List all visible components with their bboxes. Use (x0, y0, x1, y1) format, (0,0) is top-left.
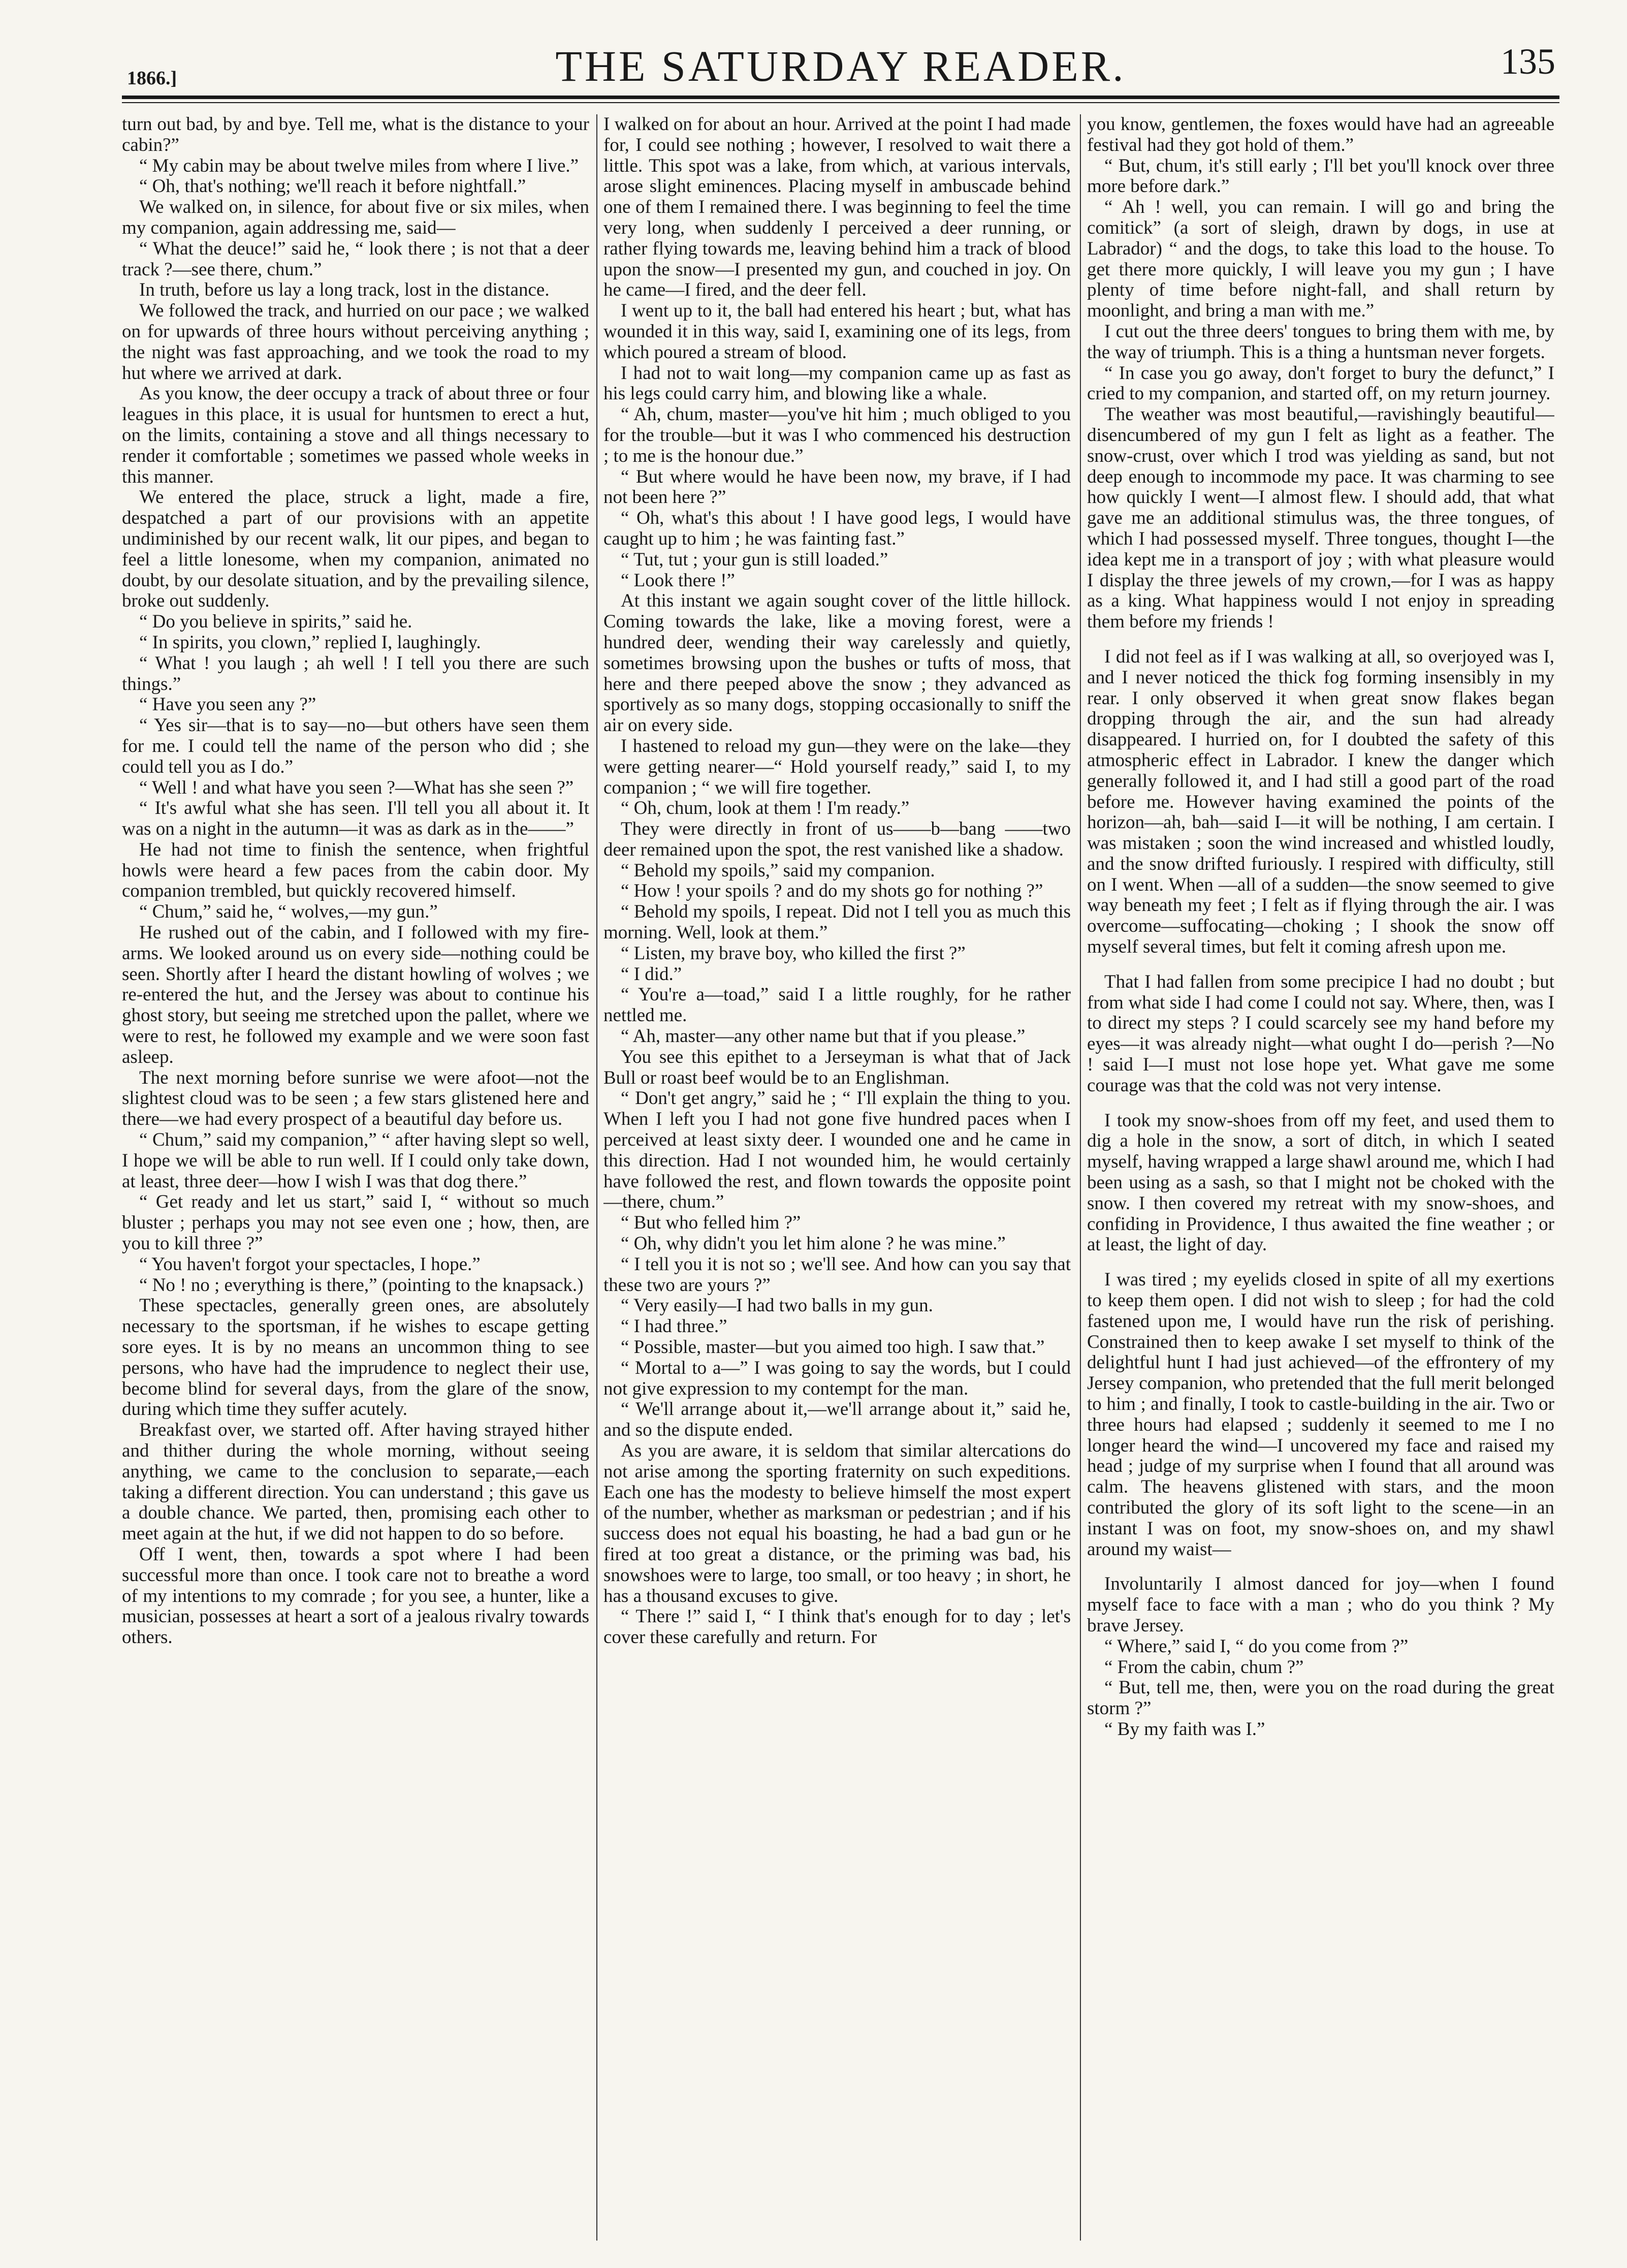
column-1 (122, 114, 589, 2241)
paragraph: As you know, the deer occupy a track of about three or four leagues in this place, it is usual for huntsmen to erect a hut, on the limits, containing a stove and all things necessary to render it comfortable ; sometimes we passed whole weeks in this manner. (122, 383, 589, 487)
paragraph: I had not to wait long—my companion came up as fast as his legs could carry him, and blowing like a whale. (603, 362, 1071, 404)
paragraph: “ How ! your spoils ? and do my shots go for nothing ?” (621, 880, 1043, 902)
paragraph: That I had fallen from some precipice I had no doubt ; but from what side I had come I could not say. Where, then, was I to direct my steps ? I could scarcely see my hand before my eyes—it was already night—what ought I do—perish ?—No ! said I—I must not lose hope yet. What gave me some courage was that the cold was not very intense. (1087, 971, 1554, 1096)
paragraph: At this instant we again sought cover of the little hillock. Coming towards the lake, like a moving forest, were a hundred deer, wending their way carelessly and quietly, sometimes browsing upon the bushes or tufts of moss, that here and there peeped above the snow ; they advanced as sportively as so many dogs, stopping occasionally to sniff the air on every side. (603, 590, 1071, 736)
paragraph: “ But where would he have been now, my brave, if I had not been here ?” (603, 466, 1071, 508)
paragraph: I hastened to reload my gun—they were on the lake—they were getting nearer—“ Hold yourself ready,” said I, to my companion ; “ we will fire together. (603, 735, 1071, 798)
paragraph: I took my snow-shoes from off my feet, and used them to dig a hole in the snow, a sort of ditch, in which I seated myself, having wrapped a large shawl around me, which I had been using as a sash, so that I might not be choked with the snow. I then covered my retreat with my snow-shoes, and confiding in Providence, I thus awaited the fine weather ; or at least, the light of day. (1087, 1110, 1554, 1255)
paragraph: “ You haven't forgot your spectacles, I hope.” (139, 1253, 481, 1275)
paragraph: “ In case you go away, don't forget to bury the defunct,” I cried to my companion, and started off, on my return journey. (1087, 362, 1554, 404)
paragraph: I went up to it, the ball had entered his heart ; but, what has wounded it in this way, said I, examining one of its legs, from which poured a stream of blood. (603, 300, 1071, 363)
paragraph: I did not feel as if I was walking at all, so overjoyed was I, and I never noticed the thick fog forming insensibly in my rear. I only observed it when great snow flakes began dropping through the air, and the sun had already disappeared. I hurried on, for I doubted the safety of this atmospheric effect in Labrador. I knew the danger which generally followed it, and I had still a good part of the road before me. However having examined the points of the horizon—ah, bah—said I—it will be nothing, I am certain. I was mistaken ; soon the wind increased and whistled loudly, and the snow drifted furiously. I respired with difficulty, still on I went. When —all of a sudden—the snow seemed to give way beneath my feet ; I felt as if flying through the air. I was overcome—suffocating—choking ; I shook the snow off myself several times, but felt it coming afresh upon me. (1087, 646, 1554, 958)
paragraph: “ Look there !” (621, 570, 735, 591)
paragraph: I walked on for about an hour. Arrived at the point I had made for, I could see nothing ; however, I resolved to wait there a little. This spot was a lake, from which, at various intervals, arose slight eminences. Placing myself in ambuscade behind one of them I remained there. I was beginning to feel the time very long, when suddenly I perceived a deer running, or rather flying towards me, leaving behind him a track of blood upon the snow—I presented my gun, and couched in joy. On he came—I fired, and the deer fell. (603, 114, 1071, 301)
paragraph: As you are aware, it is seldom that similar altercations do not arise among the sporting fraternity on such expeditions. Each one has the modesty to believe himself the most expert of the number, whether as marksman or pedestrian ; and if his success does not equal his boasting, he had a bad gun or he fired at too great a distance, or the priming was bad, his snowshoes were to large, too small, or too heavy ; in short, he has a thousand excuses to give. (603, 1440, 1071, 1606)
paragraph: These spectacles, generally green ones, are absolutely necessary to the sportsman, if he wishes to escape getting sore eyes. It is by no means an uncommon thing to see persons, who have had the imprudence to neglect their use, become blind for several days, from the glare of the snow, during which time they suffer acutely. (122, 1295, 589, 1420)
column-3 (1087, 114, 1554, 2241)
paragraph: He rushed out of the cabin, and I followed with my fire-arms. We looked around us on every side—nothing could be seen. Shortly after I heard the distant howling of wolves ; we re-entered the hut, and the Jersey was about to continue his ghost story, but seeing me stretched upon the pallet, where we were to rest, he followed my example and we were soon fast asleep. (122, 922, 589, 1067)
paragraph: “ It's awful what she has seen. I'll tell you all about it. It was on a night in the autumn—it was as dark as in the——” (122, 798, 589, 840)
paragraph: “ But, chum, it's still early ; I'll bet you'll knock over three more before dark.” (1087, 155, 1554, 197)
paragraph: I was tired ; my eyelids closed in spite of all my exertions to keep them open. I did not wish to sleep ; for had the cold fastened upon me, I would have run the risk of perishing. Constrained then to keep awake I set myself to think of the delightful hunt I had just achieved—of the effrontery of my Jersey companion, who pretended that the full merit belonged to him ; and finally, I took to castle-building in the air. Two or three hours had elapsed ; suddenly it seemed to me I no longer heard the wind—I uncovered my face and raised my head ; judge of my surprise when I found that all around was calm. The heavens glistened with stars, and the moon contributed the glory of its soft light to the scene—in an instant I was on foot, my snow-shoes on, and my shawl around my waist— (1087, 1269, 1554, 1560)
paragraph: “ Ah, master—any other name but that if you please.” (621, 1026, 1026, 1047)
paragraph: Breakfast over, we started off. After having strayed hither and thither during the whole morning, without seeing anything, we came to the conclusion to separate,—each taking a different direction. You can understand ; this gave us a double chance. We parted, then, promising each other to meet again at the hut, if we did not happen to do so before. (122, 1420, 589, 1545)
paragraph: He had not time to finish the sentence, when frightful howls were heard a few paces from the cabin door. My companion trembled, but quickly recovered himself. (122, 839, 589, 902)
issue-date: 1866.] (127, 68, 177, 89)
paragraph: You see this epithet to a Jerseyman is what that of Jack Bull or roast beef would be to an Englishman. (603, 1046, 1071, 1088)
paragraph: The weather was most beautiful,—ravishingly beautiful—disencumbered of my gun I felt as light as a feather. The snow-crust, over which I trod was yielding as sand, but not deep enough to incommode my pace. It was charming to see how quickly I went—I almost flew. I should add, that what gave me an additional stimulus was, the three tongues, of which I had possessed myself. Three tongues, thought I—the idea kept me in a transport of joy ; with what pleasure would I display the three jewels of my crown,—for I was as happy as a king. What happiness would I not enjoy in spreading them before my friends ! (1087, 404, 1554, 633)
paragraph: “ I had three.” (621, 1316, 727, 1337)
paragraph: “ From the cabin, chum ?” (1104, 1656, 1304, 1678)
paragraph: “ Behold my spoils, I repeat. Did not I tell you as much this morning. Well, look at them.” (603, 901, 1071, 943)
header-rule-thin (122, 102, 1559, 103)
paragraph: “ Very easily—I had two balls in my gun. (621, 1295, 933, 1316)
paragraph: “ Get ready and let us start,” said I, “ without so much bluster ; perhaps you may not see even one ; how, then, are you to kill three ?” (122, 1191, 589, 1254)
paragraph: In truth, before us lay a long track, lost in the distance. (139, 279, 550, 301)
paragraph: “ Oh, what's this about ! I have good legs, I would have caught up to him ; he was fainting fast.” (603, 508, 1071, 549)
paragraph: “ I did.” (621, 963, 682, 985)
paragraph: “ Mortal to a—” I was going to say the words, but I could not give expression to my contempt for the man. (603, 1357, 1071, 1399)
paragraph: “ By my faith was I.” (1104, 1718, 1265, 1740)
paragraph: “ Do you believe in spirits,” said he. (139, 611, 412, 633)
paragraph: “ Chum,” said he, “ wolves,—my gun.” (139, 901, 438, 923)
paragraph: “ Yes sir—that is to say—no—but others have seen them for me. I could tell the name of the person who did ; she could tell you as I do.” (122, 715, 589, 777)
paragraph: “ Well ! and what have you seen ?—What has she seen ?” (139, 777, 574, 798)
paragraph: “ Chum,” said my companion,” “ after having slept so well, I hope we will be able to run well. If I could only take down, at least, three deer—how I wish I was that dog there.” (122, 1129, 589, 1192)
paragraph: “ Possible, master—but you aimed too high. I saw that.” (621, 1337, 1045, 1358)
paragraph: “ Where,” said I, “ do you come from ?” (1104, 1635, 1409, 1657)
paragraph: I cut out the three deers' tongues to bring them with me, by the way of triumph. This is a thing a huntsman never forgets. (1087, 321, 1554, 363)
page-number: 135 (1501, 41, 1555, 82)
header-rule-thick (122, 96, 1559, 99)
paragraph: “ What ! you laugh ; ah well ! I tell you there are such things.” (122, 652, 589, 695)
paragraph: “ There !” said I, “ I think that's enough for to day ; let's cover these carefully and return. For (603, 1606, 1071, 1648)
paragraph: “ You're a—toad,” said I a little roughly, for he rather nettled me. (603, 984, 1071, 1026)
paragraph: turn out bad, by and bye. Tell me, what is the distance to your cabin?” (122, 114, 589, 155)
paragraph: We entered the place, struck a light, made a fire, despatched a part of our provisions with an appetite undiminished by our recent walk, lit our pipes, and began to feel a little lonesome, when my companion, animated no doubt, by our desolate situation, and by the prevailing silence, broke out suddenly. (122, 487, 589, 612)
paragraph: “ Listen, my brave boy, who killed the first ?” (621, 942, 966, 964)
paragraph: “ In spirits, you clown,” replied I, laughingly. (139, 632, 481, 653)
paragraph: “ Tut, tut ; your gun is still loaded.” (621, 549, 888, 570)
paragraph: “ Have you seen any ?” (139, 694, 316, 715)
paragraph: you know, gentlemen, the foxes would have had an agreeable festival had they got hold of them.” (1087, 114, 1554, 155)
paragraph: “ Oh, why didn't you let him alone ? he was mine.” (621, 1233, 1006, 1254)
paragraph: “ But who felled him ?” (621, 1212, 801, 1234)
paragraph: “ Behold my spoils,” said my companion. (621, 860, 935, 881)
column-2 (603, 114, 1071, 2241)
paragraph: “ Oh, chum, look at them ! I'm ready.” (621, 798, 910, 819)
paragraph: “ I tell you it is not so ; we'll see. And how can you say that these two are yours ?” (603, 1253, 1071, 1296)
paragraph: “ What the deuce!” said he, “ look there ; is not that a deer track ?—see there, chum.” (122, 238, 589, 280)
paragraph: “ Ah ! well, you can remain. I will go and bring the comitick” (a sort of sleigh, drawn by dogs, in use at Labrador) “ and the dogs, to take this load to the house. To get there more quickly, I will leave you my gun ; I have plenty of time before night-fall, and shall return by moonlight, and bring a man with me.” (1087, 197, 1554, 322)
paragraph: “ Ah, chum, master—you've hit him ; much obliged to you for the trouble—but it was I who commenced his destruction ; to me is the honour due.” (603, 404, 1071, 466)
column-divider (596, 114, 597, 2241)
paragraph: Involuntarily I almost danced for joy—when I found myself face to face with a man ; who do you think ? My brave Jersey. (1087, 1573, 1554, 1636)
page-header (122, 36, 1559, 91)
column-divider (1080, 114, 1081, 2241)
paragraph: “ Oh, that's nothing; we'll reach it before nightfall.” (139, 176, 526, 197)
paragraph: Off I went, then, towards a spot where I had been successful more than once. I took care not to breathe a word of my intentions to my comrade ; for you see, a hunter, like a musician, possesses at heart a sort of a jealous rivalry towards others. (122, 1544, 589, 1648)
paragraph: The next morning before sunrise we were afoot—not the slightest cloud was to be seen ; a few stars glistened here and there—we had every prospect of a beautiful day before us. (122, 1067, 589, 1130)
paragraph: We walked on, in silence, for about five or six miles, when my companion, again addressing me, said— (122, 197, 589, 238)
paragraph: They were directly in front of us——b—bang ——two deer remained upon the spot, the rest vanished like a shadow. (603, 818, 1071, 860)
paragraph: “ We'll arrange about it,—we'll arrange about it,” said he, and so the dispute ended. (603, 1399, 1071, 1441)
paragraph: We followed the track, and hurried on our pace ; we walked on for upwards of three hours without perceiving anything ; the night was fast approaching, and we took the road to my hut where we arrived at dark. (122, 300, 589, 384)
paragraph: “ But, tell me, then, were you on the road during the great storm ?” (1087, 1677, 1554, 1719)
paragraph: “ No ! no ; everything is there,” (pointing to the knapsack.) (139, 1274, 584, 1296)
paragraph: “ Don't get angry,” said he ; “ I'll explain the thing to you. When I left you I had not gone five hundred paces when I perceived at least sixty deer. I wounded one and he came in this direction. Had I not wounded him, he would certainly have followed the rest, and flown towards the opposite point—there, chum.” (603, 1088, 1071, 1213)
masthead-title: THE SATURDAY READER. (555, 42, 1126, 90)
paragraph: “ My cabin may be about twelve miles from where I live.” (139, 155, 579, 176)
